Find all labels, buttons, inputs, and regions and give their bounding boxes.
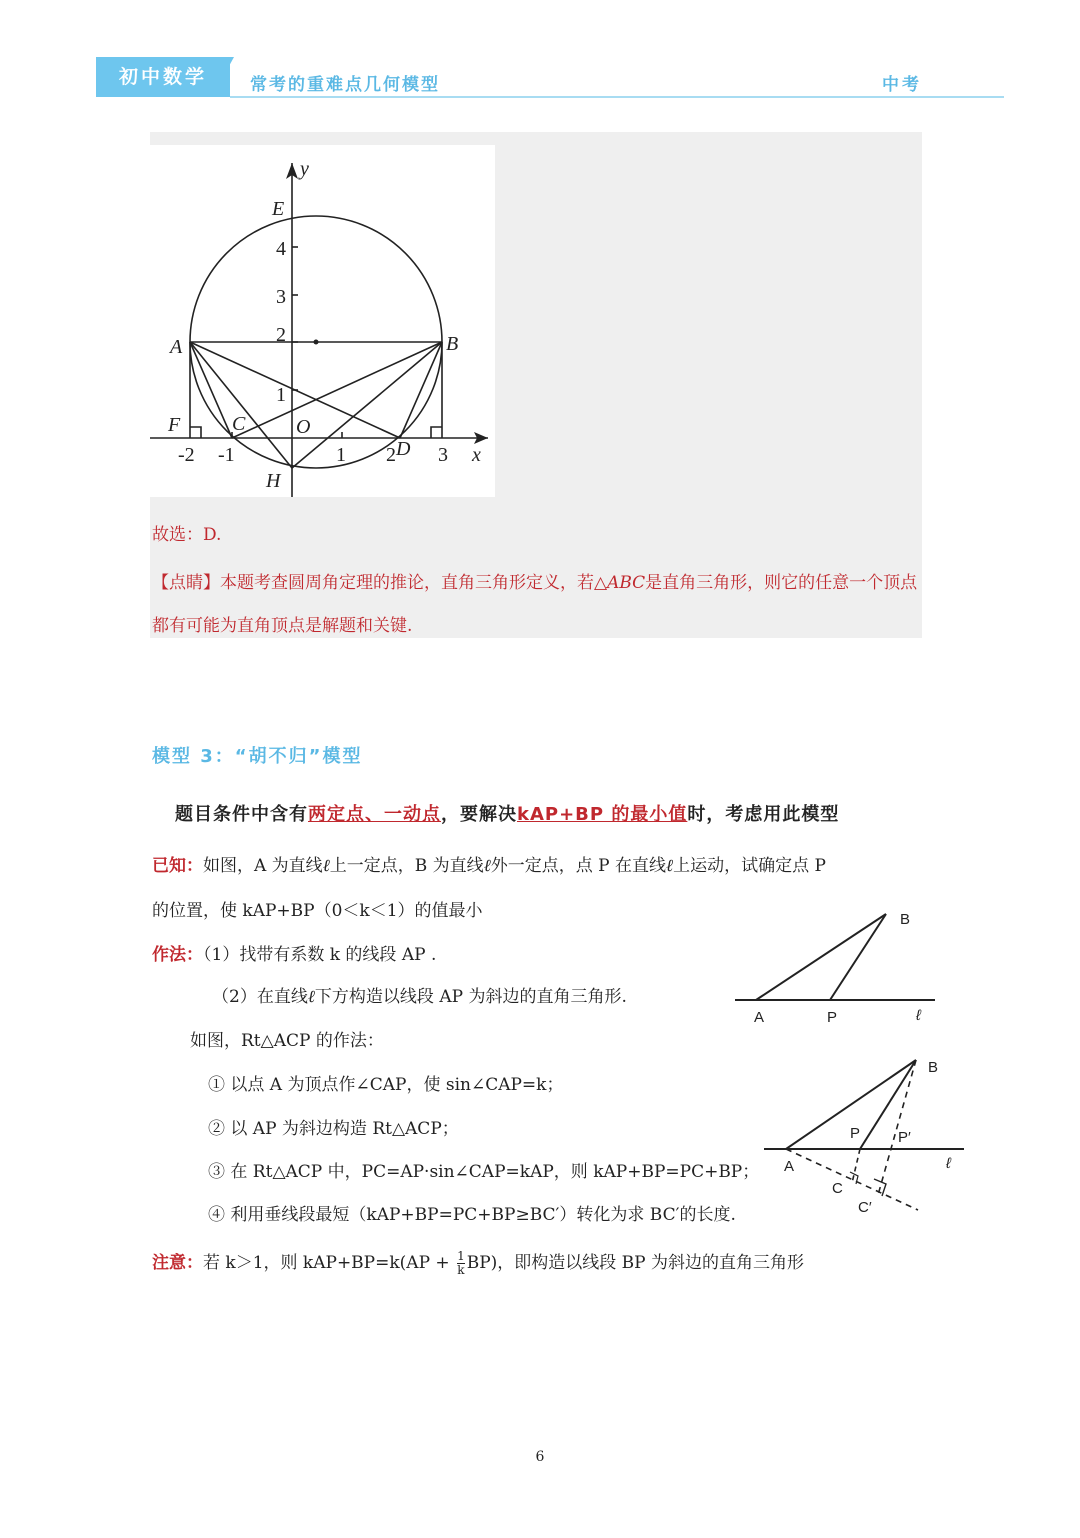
- fig2-label-A: A: [754, 1009, 765, 1026]
- fig3-label-P-prime: P′: [898, 1129, 911, 1146]
- tick-x-1: 1: [336, 444, 346, 466]
- note-label: 【点睛】: [152, 573, 220, 593]
- label-D: D: [396, 438, 411, 460]
- dashed-AC: [786, 1149, 918, 1210]
- method-intro: 如图，Rt△ACP 的作法：: [190, 1031, 384, 1051]
- right-angle-B-foot: [431, 427, 442, 438]
- note-text-1: 本题考查圆周角定理的推论，直角三角形定义，若: [220, 573, 594, 593]
- method-item-2: ② 以 AP 为斜边构造 Rt△ACP；: [208, 1119, 459, 1139]
- figure-construction: [760, 1050, 970, 1220]
- fraction-1-over-k: $\frac{1}{k}$: [457, 1249, 465, 1277]
- tick-y-2: 2: [276, 324, 286, 346]
- fig3-label-C: C: [832, 1180, 843, 1197]
- tick-y-3: 3: [276, 286, 286, 308]
- label-x-axis: x: [472, 444, 481, 466]
- segment-AC: [190, 342, 232, 438]
- caution-line: 注意：若 k＞1，则 kAP+BP=k(AP + $\frac{1}{k}$ BP)，即构造以线段 BP 为斜边的直角三角形: [152, 1249, 805, 1277]
- segment-BH: [292, 342, 442, 468]
- fig2-label-B: B: [900, 911, 911, 928]
- tick-y-4: 4: [276, 238, 286, 260]
- condition-highlight-points: 两定点、一动点: [308, 804, 441, 825]
- caution-label: 注意：: [152, 1253, 203, 1273]
- label-F: F: [168, 414, 181, 436]
- tick-x-2: 2: [386, 444, 396, 466]
- label-y-axis: y: [300, 158, 309, 180]
- right-angle-F: [190, 427, 201, 438]
- right-angle-C: [850, 1172, 858, 1184]
- label-E: E: [272, 198, 285, 220]
- segment-AB-fig2: [756, 914, 886, 1000]
- label-O: O: [296, 416, 311, 438]
- label-C: C: [232, 413, 246, 435]
- method-label: 作法：: [152, 945, 203, 965]
- note-text-2: 是直角三角形，则它的任意一个顶点都有可能为直角顶点是解题和关键.: [152, 573, 918, 636]
- segment-PB-fig2: [830, 914, 886, 1000]
- answer-note: [152, 562, 922, 648]
- page-number: 6: [535, 1449, 545, 1465]
- figure-line-apb: [730, 900, 950, 1035]
- dashed-PC: [852, 1149, 860, 1183]
- tick-x-neg1: -1: [218, 444, 235, 466]
- fig3-label-B: B: [928, 1059, 939, 1076]
- segment-BD: [400, 342, 442, 438]
- method-step1: 作法：（1）找带有系数 k 的线段 AP .: [152, 945, 437, 965]
- fig3-label-ell: ℓ: [946, 1155, 951, 1172]
- tick-y-1: 1: [276, 384, 286, 406]
- fig2-label-ell: ℓ: [916, 1007, 921, 1024]
- known-label: 已知：: [152, 856, 203, 876]
- fig3-label-C-prime: C′: [858, 1199, 872, 1216]
- figure-circle-coordinate: [150, 145, 495, 497]
- answer-choice: 故选：D.: [152, 525, 222, 545]
- header-tab-label: 初中数学: [118, 66, 207, 88]
- known-line-2: 的位置，使 kAP+BP（0＜k＜1）的值最小: [152, 901, 483, 921]
- label-B: B: [446, 333, 459, 355]
- known-line-1: 已知：如图，A 为直线ℓ上一定点，B 为直线ℓ外一定点，点 P 在直线ℓ上运动，试确定点 P: [152, 856, 826, 876]
- method-item-1: ① 以点 A 为顶点作∠CAP，使 sin∠CAP=k；: [208, 1075, 564, 1095]
- dashed-BC-prime: [878, 1060, 916, 1195]
- method-step2: （2）在直线ℓ下方构造以线段 AP 为斜边的直角三角形.: [212, 987, 627, 1007]
- label-H: H: [266, 470, 281, 492]
- header-rule: [230, 96, 1004, 98]
- tick-x-neg2: -2: [178, 444, 195, 466]
- note-math: △ABC: [594, 573, 646, 593]
- header-title: 常考的重难点几何模型: [250, 75, 440, 95]
- label-A: A: [170, 336, 183, 358]
- fig2-label-P: P: [827, 1009, 838, 1026]
- tick-x-3: 3: [438, 444, 448, 466]
- condition-highlight-min: kAP+BP 的最小值: [517, 804, 688, 825]
- method-item-4: ④ 利用垂线段最短（kAP+BP=PC+BP≥BC′）转化为求 BC′的长度.: [208, 1205, 736, 1225]
- header-right-label: 中考: [882, 75, 922, 95]
- segment-BC: [232, 342, 442, 438]
- fig3-label-A: A: [784, 1158, 795, 1175]
- fig3-label-P: P: [850, 1125, 861, 1142]
- method-item-3: ③ 在 Rt△ACP 中，PC=AP·sin∠CAP=kAP，则 kAP+BP=PC+BP；: [208, 1162, 760, 1182]
- model-title: 模型 3：“胡不归”模型: [152, 746, 363, 767]
- model-condition: 题目条件中含有两定点、一动点，要解决kAP+BP 的最小值时，考虑用此模型: [175, 804, 840, 825]
